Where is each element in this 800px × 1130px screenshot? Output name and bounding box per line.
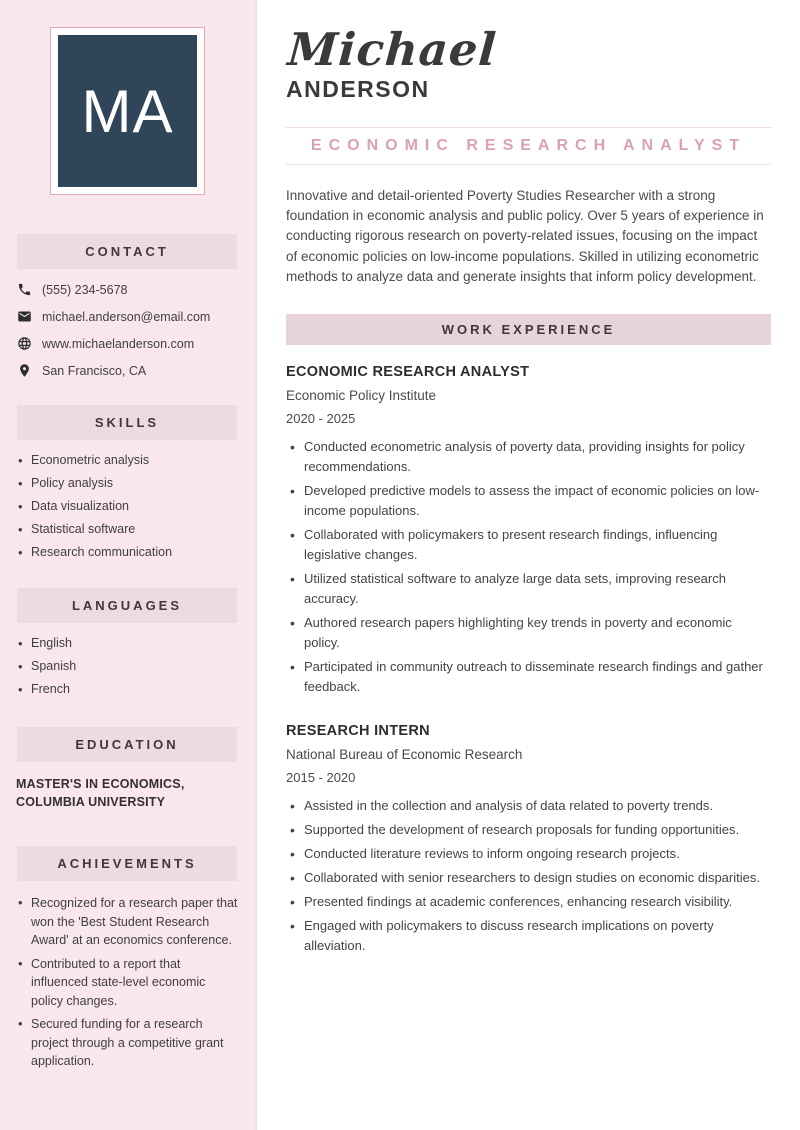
- job-bullet: • Conducted econometric analysis of poverty data, providing insights for policy recommendations.: [286, 437, 771, 477]
- job-bullet: • Collaborated with policymakers to present research findings, influencing legislative changes.: [286, 525, 771, 565]
- achievement-item: • Secured funding for a research project through a competitive grant application.: [0, 1015, 255, 1071]
- job-entry: [286, 723, 771, 956]
- skills-section-header: [17, 405, 237, 440]
- skill-item: • Research communication: [0, 542, 255, 565]
- work-experience-header: [286, 314, 771, 345]
- job-company: Economic Policy Institute: [286, 388, 437, 404]
- divider-bottom: [286, 164, 771, 165]
- professional-summary: Innovative and detail-oriented Poverty Studies Researcher with a strong foundation in economic analysis and public policy. Over 5 years of experience in conducting rigorous research on poverty-related issues, focusing on the impact of economic policies on low-income populations. Skilled in utilizing econometric methods to analyze data and generate insights that inform policy development.: [286, 188, 764, 284]
- job-dates: 2020 - 2025: [286, 411, 356, 427]
- skills-section-title: SKILLS: [94, 415, 160, 430]
- skill-item: • Policy analysis: [0, 473, 255, 496]
- contact-email-text: michael.anderson@email.com: [42, 309, 211, 324]
- education-section-header: [17, 727, 237, 762]
- role-title: ECONOMIC RESEARCH ANALYST: [310, 137, 747, 154]
- job-bullet: • Developed predictive models to assess the impact of economic policies on low-income populations.: [286, 481, 771, 521]
- job-bullet: • Conducted literature reviews to inform ongoing research projects.: [286, 844, 771, 864]
- job-role: RESEARCH INTERN: [286, 723, 430, 740]
- language-item: • English: [0, 633, 255, 656]
- email-icon: [17, 309, 32, 324]
- contact-section-title: CONTACT: [85, 244, 169, 259]
- contact-website-text: www.michaelanderson.com: [42, 336, 195, 351]
- location-icon: [17, 363, 32, 378]
- job-bullet: • Assisted in the collection and analysis of data related to poverty trends.: [286, 796, 771, 816]
- job-bullet: • Collaborated with senior researchers to design studies on economic disparities.: [286, 868, 771, 888]
- achievements-section-header: [17, 846, 237, 881]
- contact-item-phone: [0, 276, 255, 303]
- language-item: • Spanish: [0, 656, 255, 679]
- contact-item-email: [0, 303, 255, 330]
- monogram-initials: MA: [81, 77, 174, 145]
- achievements-section-title: ACHIEVEMENTS: [57, 856, 197, 871]
- contact-section-header: [17, 234, 237, 269]
- skill-item: • Econometric analysis: [0, 450, 255, 473]
- contact-list: [0, 276, 255, 384]
- skills-list: [0, 450, 255, 565]
- contact-item-location: [0, 357, 255, 384]
- languages-section-title: LANGUAGES: [71, 598, 183, 613]
- monogram-frame: [50, 27, 205, 195]
- education-section-title: EDUCATION: [75, 737, 179, 752]
- job-role: ECONOMIC RESEARCH ANALYST: [286, 364, 530, 381]
- contact-item-website: [0, 330, 255, 357]
- job-bullet: • Authored research papers highlighting key trends in poverty and economic policy.: [286, 613, 771, 653]
- monogram-box: [58, 35, 197, 187]
- contact-location-text: San Francisco, CA: [42, 363, 147, 378]
- languages-list: [0, 633, 255, 702]
- achievement-item: • Recognized for a research paper that won the 'Best Student Research Award' at an economics conference.: [0, 894, 255, 950]
- job-bullet-list: [286, 437, 771, 697]
- skill-item: • Data visualization: [0, 496, 255, 519]
- job-bullet: • Utilized statistical software to analyze large data sets, improving research accuracy.: [286, 569, 771, 609]
- skill-item: • Statistical software: [0, 519, 255, 542]
- job-bullet: • Participated in community outreach to disseminate research findings and gather feedback.: [286, 657, 771, 697]
- job-dates: 2015 - 2020: [286, 770, 356, 786]
- job-bullet: • Engaged with policymakers to discuss research implications on poverty alleviation.: [286, 916, 771, 956]
- languages-section-header: [17, 588, 237, 623]
- globe-icon: [17, 336, 32, 351]
- divider-top: [286, 127, 771, 128]
- achievement-item: • Contributed to a report that influenced state-level economic policy changes.: [0, 955, 255, 1011]
- contact-phone-text: (555) 234-5678: [42, 282, 128, 297]
- last-name: ANDERSON: [286, 76, 430, 102]
- job-bullet: • Supported the development of research proposals for funding opportunities.: [286, 820, 771, 840]
- language-item: • French: [0, 679, 255, 702]
- first-name: Michael: [285, 23, 499, 76]
- job-bullet-list: [286, 796, 771, 956]
- achievements-list: [0, 894, 255, 1071]
- education-degree: MASTER'S IN ECONOMICS, COLUMBIA UNIVERSITY: [16, 777, 185, 809]
- sidebar: [0, 0, 257, 1130]
- main-content: [257, 0, 800, 1130]
- job-bullet: • Presented findings at academic conferences, enhancing research visibility.: [286, 892, 771, 912]
- job-entry: [286, 364, 771, 697]
- phone-icon: [17, 282, 32, 297]
- work-experience-title: WORK EXPERIENCE: [441, 322, 616, 338]
- job-company: National Bureau of Economic Research: [286, 747, 523, 763]
